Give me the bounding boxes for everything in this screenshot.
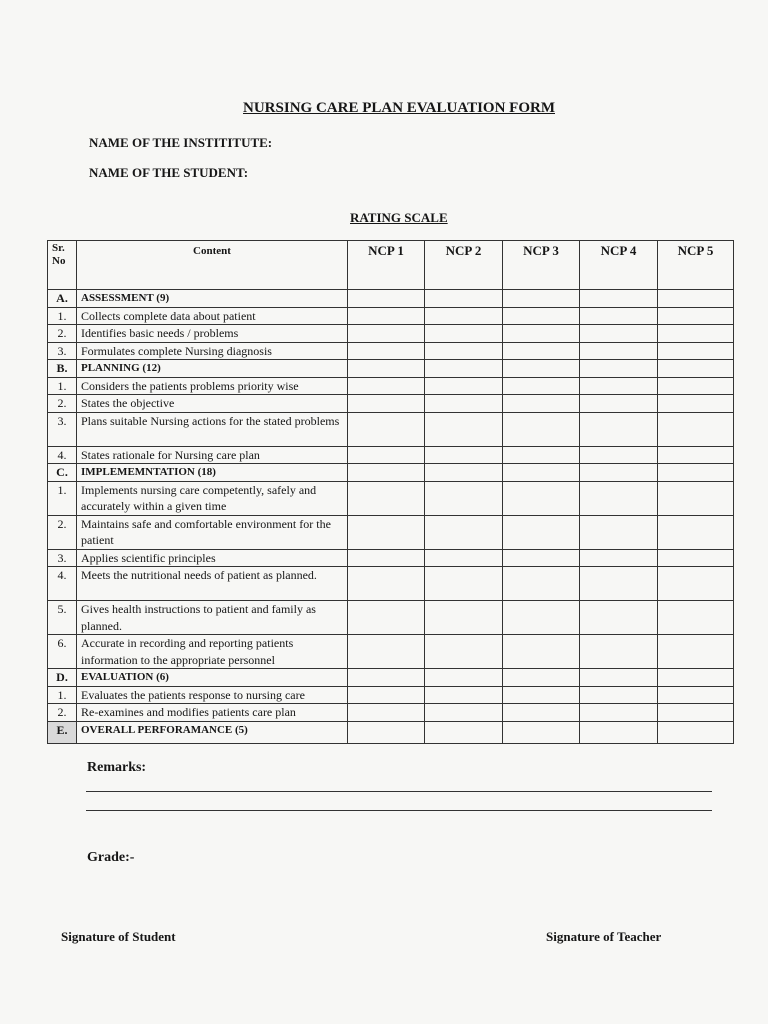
ncp-3-header: NCP 3 [503, 241, 580, 290]
sr-no-cell: 2. [48, 515, 77, 549]
sr-no-cell: 5. [48, 601, 77, 635]
section-row [48, 669, 734, 687]
ncp-1-rating-cell[interactable] [348, 686, 425, 704]
ncp-1-rating-cell[interactable] [348, 567, 425, 601]
sr-no-cell: 2. [48, 704, 77, 722]
content-cell: Identifies basic needs / problems [77, 325, 348, 343]
ncp-5-rating-cell[interactable] [658, 704, 734, 722]
ncp-5-rating-cell[interactable] [658, 481, 734, 515]
ncp-3-rating-cell[interactable] [503, 635, 580, 669]
student-signature-label: Signature of Student [61, 929, 176, 944]
ncp-3-rating-cell[interactable] [503, 395, 580, 413]
ncp-1-rating-cell[interactable] [348, 704, 425, 722]
ncp-4-rating-cell[interactable] [580, 412, 658, 446]
sr-no-cell: 3. [48, 549, 77, 567]
ncp-2-rating-cell[interactable] [425, 601, 503, 635]
ncp-5-rating-cell[interactable] [658, 360, 734, 378]
content-cell: Implements nursing care competently, safely and accurately within a given time [77, 481, 348, 515]
section-row [48, 290, 734, 308]
ncp-3-rating-cell[interactable] [503, 446, 580, 464]
ncp-2-rating-cell[interactable] [425, 395, 503, 413]
rating-scale-heading: RATING SCALE [350, 210, 448, 225]
ncp-5-rating-cell[interactable] [658, 549, 734, 567]
remarks-label: Remarks: [87, 760, 147, 775]
ncp-4-rating-cell[interactable] [580, 635, 658, 669]
ncp-2-rating-cell[interactable] [425, 290, 503, 308]
table-row [48, 567, 734, 601]
ncp-1-rating-cell[interactable] [348, 377, 425, 395]
content-cell: EVALUATION (6) [77, 669, 348, 687]
content-cell: Re-examines and modifies patients care plan [77, 704, 348, 722]
ncp-4-rating-cell[interactable] [580, 342, 658, 360]
sr-no-cell: 3. [48, 342, 77, 360]
table-row [48, 325, 734, 343]
content-cell: Accurate in recording and reporting patients information to the appropriate personnel [77, 635, 348, 669]
table-row [48, 515, 734, 549]
ncp-5-rating-cell[interactable] [658, 515, 734, 549]
ncp-3-rating-cell[interactable] [503, 669, 580, 687]
sr-no-cell: A. [48, 290, 77, 308]
ncp-5-rating-cell[interactable] [658, 686, 734, 704]
content-cell: Considers the patients problems priority wise [77, 377, 348, 395]
content-cell: ASSESSMENT (9) [77, 290, 348, 308]
table-header-row [48, 241, 734, 290]
ncp-4-rating-cell[interactable] [580, 686, 658, 704]
ncp-3-rating-cell[interactable] [503, 721, 580, 743]
table-row [48, 686, 734, 704]
ncp-4-rating-cell[interactable] [580, 481, 658, 515]
ncp-4-rating-cell[interactable] [580, 549, 658, 567]
ncp-5-rating-cell[interactable] [658, 290, 734, 308]
ncp-2-rating-cell[interactable] [425, 377, 503, 395]
content-cell: OVERALL PERFORAMANCE (5) [77, 721, 348, 743]
ncp-5-rating-cell[interactable] [658, 325, 734, 343]
content-cell: Maintains safe and comfortable environment for the patient [77, 515, 348, 549]
remarks-line [86, 810, 712, 811]
evaluation-table [47, 240, 734, 744]
ncp-4-rating-cell[interactable] [580, 377, 658, 395]
ncp-5-rating-cell[interactable] [658, 601, 734, 635]
sr-no-cell: 1. [48, 686, 77, 704]
ncp-5-rating-cell[interactable] [658, 446, 734, 464]
ncp-2-rating-cell[interactable] [425, 686, 503, 704]
remarks-line [86, 791, 712, 792]
ncp-2-rating-cell[interactable] [425, 515, 503, 549]
sr-no-cell: 4. [48, 567, 77, 601]
ncp-4-rating-cell[interactable] [580, 464, 658, 482]
ncp-4-rating-cell[interactable] [580, 601, 658, 635]
ncp-1-rating-cell[interactable] [348, 307, 425, 325]
content-cell: Collects complete data about patient [77, 307, 348, 325]
ncp-1-header: NCP 1 [348, 241, 425, 290]
ncp-4-rating-cell[interactable] [580, 567, 658, 601]
ncp-1-rating-cell[interactable] [348, 549, 425, 567]
ncp-2-rating-cell[interactable] [425, 446, 503, 464]
ncp-2-rating-cell[interactable] [425, 635, 503, 669]
ncp-3-rating-cell[interactable] [503, 464, 580, 482]
sr-no-cell: D. [48, 669, 77, 687]
content-cell: States the objective [77, 395, 348, 413]
ncp-1-rating-cell[interactable] [348, 721, 425, 743]
content-cell: Plans suitable Nursing actions for the stated problems [77, 412, 348, 446]
table-row [48, 704, 734, 722]
ncp-2-rating-cell[interactable] [425, 360, 503, 378]
ncp-5-rating-cell[interactable] [658, 635, 734, 669]
ncp-2-rating-cell[interactable] [425, 721, 503, 743]
sr-no-cell: E. [48, 721, 77, 743]
ncp-4-rating-cell[interactable] [580, 721, 658, 743]
ncp-1-rating-cell[interactable] [348, 395, 425, 413]
ncp-2-rating-cell[interactable] [425, 325, 503, 343]
sr-no-cell: 2. [48, 325, 77, 343]
ncp-4-rating-cell[interactable] [580, 395, 658, 413]
ncp-2-rating-cell[interactable] [425, 549, 503, 567]
content-cell: PLANNING (12) [77, 360, 348, 378]
ncp-2-rating-cell[interactable] [425, 669, 503, 687]
institute-name-label: NAME OF THE INSTITITUTE: [89, 135, 273, 150]
ncp-1-rating-cell[interactable] [348, 635, 425, 669]
ncp-3-rating-cell[interactable] [503, 325, 580, 343]
ncp-4-rating-cell[interactable] [580, 669, 658, 687]
ncp-3-rating-cell[interactable] [503, 515, 580, 549]
ncp-3-rating-cell[interactable] [503, 307, 580, 325]
ncp-1-rating-cell[interactable] [348, 342, 425, 360]
ncp-1-rating-cell[interactable] [348, 360, 425, 378]
table-row [48, 635, 734, 669]
form-title: NURSING CARE PLAN EVALUATION FORM [243, 100, 555, 116]
ncp-4-rating-cell[interactable] [580, 446, 658, 464]
ncp-5-rating-cell[interactable] [658, 307, 734, 325]
ncp-3-rating-cell[interactable] [503, 412, 580, 446]
ncp-1-rating-cell[interactable] [348, 325, 425, 343]
table-row [48, 481, 734, 515]
ncp-2-rating-cell[interactable] [425, 342, 503, 360]
section-row [48, 360, 734, 378]
sr-no-cell: 6. [48, 635, 77, 669]
ncp-5-rating-cell[interactable] [658, 464, 734, 482]
ncp-3-rating-cell[interactable] [503, 290, 580, 308]
content-cell: Gives health instructions to patient and family as planned. [77, 601, 348, 635]
ncp-3-rating-cell[interactable] [503, 567, 580, 601]
ncp-3-rating-cell[interactable] [503, 704, 580, 722]
ncp-5-rating-cell[interactable] [658, 669, 734, 687]
table-row [48, 395, 734, 413]
content-cell: Applies scientific principles [77, 549, 348, 567]
sr-no-cell: 4. [48, 446, 77, 464]
sr-no-cell: C. [48, 464, 77, 482]
ncp-3-rating-cell[interactable] [503, 481, 580, 515]
ncp-2-rating-cell[interactable] [425, 704, 503, 722]
content-cell: States rationale for Nursing care plan [77, 446, 348, 464]
ncp-1-rating-cell[interactable] [348, 481, 425, 515]
ncp-3-rating-cell[interactable] [503, 342, 580, 360]
content-cell: Formulates complete Nursing diagnosis [77, 342, 348, 360]
sr-no-header: Sr. No [48, 241, 77, 290]
table-row [48, 446, 734, 464]
ncp-2-rating-cell[interactable] [425, 464, 503, 482]
ncp-4-header: NCP 4 [580, 241, 658, 290]
table-row [48, 307, 734, 325]
content-header: Content [77, 241, 348, 290]
grade-label: Grade:- [87, 850, 135, 865]
ncp-4-rating-cell[interactable] [580, 515, 658, 549]
content-cell: Meets the nutritional needs of patient as planned. [77, 567, 348, 601]
ncp-5-rating-cell[interactable] [658, 412, 734, 446]
ncp-1-rating-cell[interactable] [348, 464, 425, 482]
ncp-5-rating-cell[interactable] [658, 342, 734, 360]
sr-no-cell: 2. [48, 395, 77, 413]
ncp-1-rating-cell[interactable] [348, 446, 425, 464]
ncp-4-rating-cell[interactable] [580, 704, 658, 722]
table-row [48, 377, 734, 395]
ncp-4-rating-cell[interactable] [580, 360, 658, 378]
table-row [48, 342, 734, 360]
ncp-5-rating-cell[interactable] [658, 377, 734, 395]
ncp-1-rating-cell[interactable] [348, 515, 425, 549]
table-row [48, 601, 734, 635]
ncp-3-rating-cell[interactable] [503, 601, 580, 635]
table-row [48, 412, 734, 446]
ncp-1-rating-cell[interactable] [348, 669, 425, 687]
table-row [48, 549, 734, 567]
ncp-2-rating-cell[interactable] [425, 567, 503, 601]
sr-no-cell: B. [48, 360, 77, 378]
ncp-4-rating-cell[interactable] [580, 290, 658, 308]
sr-no-cell: 1. [48, 481, 77, 515]
ncp-3-rating-cell[interactable] [503, 360, 580, 378]
sr-no-cell: 1. [48, 307, 77, 325]
sr-no-cell: 3. [48, 412, 77, 446]
table-body [48, 290, 734, 744]
ncp-2-rating-cell[interactable] [425, 481, 503, 515]
content-cell: IMPLEMEMNTATION (18) [77, 464, 348, 482]
ncp-1-rating-cell[interactable] [348, 412, 425, 446]
ncp-1-rating-cell[interactable] [348, 601, 425, 635]
ncp-2-rating-cell[interactable] [425, 307, 503, 325]
ncp-5-rating-cell[interactable] [658, 395, 734, 413]
ncp-5-header: NCP 5 [658, 241, 734, 290]
section-row [48, 721, 734, 743]
content-cell: Evaluates the patients response to nursing care [77, 686, 348, 704]
ncp-2-rating-cell[interactable] [425, 412, 503, 446]
teacher-signature-label: Signature of Teacher [546, 929, 662, 944]
section-row [48, 464, 734, 482]
ncp-3-rating-cell[interactable] [503, 377, 580, 395]
ncp-5-rating-cell[interactable] [658, 721, 734, 743]
ncp-4-rating-cell[interactable] [580, 325, 658, 343]
ncp-5-rating-cell[interactable] [658, 567, 734, 601]
ncp-3-rating-cell[interactable] [503, 686, 580, 704]
sr-no-cell: 1. [48, 377, 77, 395]
ncp-2-header: NCP 2 [425, 241, 503, 290]
ncp-3-rating-cell[interactable] [503, 549, 580, 567]
ncp-1-rating-cell[interactable] [348, 290, 425, 308]
ncp-4-rating-cell[interactable] [580, 307, 658, 325]
student-name-label: NAME OF THE STUDENT: [89, 165, 249, 180]
